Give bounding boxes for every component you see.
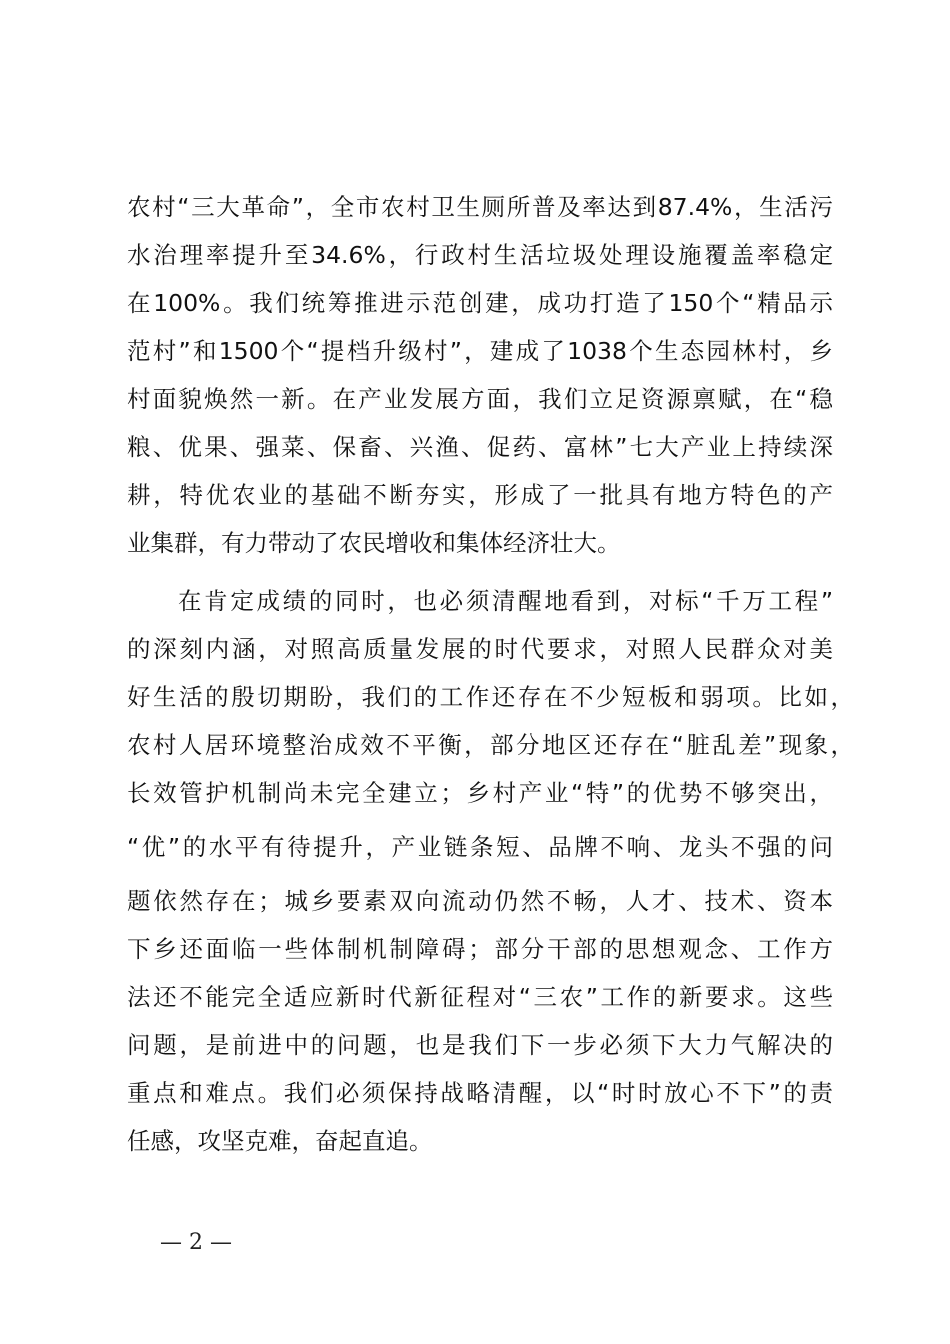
- paragraph-line: 任感，攻坚克难，奋起直追。: [127, 1127, 433, 1155]
- paragraph-line: 好生活的殷切期盼，我们的工作还存在不少短板和弱项。比如，: [127, 683, 854, 711]
- paragraph-line: 问题，是前进中的问题，也是我们下一步必须下大力气解决的: [127, 1031, 833, 1059]
- paragraph-line: 业集群，有力带动了农民增收和集体经济壮大。: [127, 529, 621, 557]
- paragraph-line: 长效管护机制尚未完全建立；乡村产业“特”的优势不够突出，: [127, 779, 833, 807]
- paragraph-line: 村面貌焕然一新。在产业发展方面，我们立足资源禀赋，在“稳: [127, 385, 833, 413]
- paragraph-line: 耕，特优农业的基础不断夯实，形成了一批具有地方特色的产: [127, 481, 833, 509]
- paragraph-line: 粮、优果、强菜、保畜、兴渔、促药、富林”七大产业上持续深: [127, 433, 833, 461]
- paragraph-line: 下乡还面临一些体制机制障碍；部分干部的思想观念、工作方: [127, 935, 833, 963]
- paragraph-line: 法还不能完全适应新时代新征程对“三农”工作的新要求。这些: [127, 983, 833, 1011]
- page-number: — 2 —: [160, 1230, 232, 1255]
- paragraph-line: “优”的水平有待提升，产业链条短、品牌不响、龙头不强的问: [127, 833, 833, 861]
- paragraph-line: 重点和难点。我们必须保持战略清醒，以“时时放心不下”的责: [127, 1079, 833, 1107]
- paragraph-line: 题依然存在；城乡要素双向流动仍然不畅，人才、技术、资本: [127, 887, 833, 915]
- paragraph-line: 农村人居环境整治成效不平衡，部分地区还存在“脏乱差”现象，: [127, 731, 854, 759]
- paragraph-line-first: 在肯定成绩的同时，也必须清醒地看到，对标“千万工程”: [178, 587, 833, 615]
- paragraph-line: 水治理率提升至34.6%，行政村生活垃圾处理设施覆盖率稳定: [127, 241, 833, 269]
- paragraph-line: 在100%。我们统筹推进示范创建，成功打造了150个“精品示: [127, 289, 833, 317]
- paragraph-line: 范村”和1500个“提档升级村”，建成了1038个生态园林村，乡: [127, 337, 833, 365]
- paragraph-line: 农村“三大革命”，全市农村卫生厕所普及率达到87.4%，生活污: [127, 193, 833, 221]
- paragraph-line: 的深刻内涵，对照高质量发展的时代要求，对照人民群众对美: [127, 635, 833, 663]
